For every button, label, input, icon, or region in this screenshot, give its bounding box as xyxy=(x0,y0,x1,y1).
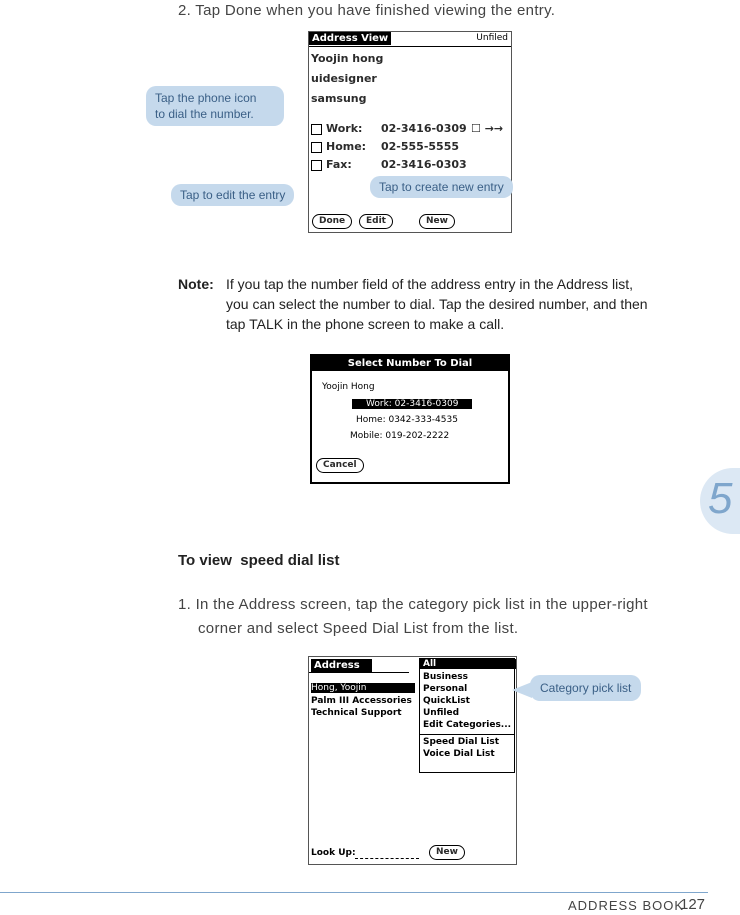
category-label[interactable]: Unfiled xyxy=(476,33,508,43)
callout-phone-line-2: to dial the number. xyxy=(155,107,254,121)
callout-phone-icon xyxy=(146,86,284,126)
dialog-contact-name: Yoojin Hong xyxy=(322,382,375,392)
fax-label: Fax: xyxy=(326,158,352,171)
dial-number-work[interactable]: Work: 02-3416-0309 xyxy=(352,399,472,409)
step-1-line-1: 1. In the Address screen, tap the category pick list in the upper-right xyxy=(178,596,648,613)
dialog-title: Select Number To Dial xyxy=(312,356,508,371)
category-option[interactable]: Edit Categories... xyxy=(423,720,512,730)
address-entry-selected[interactable]: Hong, Yoojin xyxy=(311,683,415,693)
category-option-all[interactable]: All xyxy=(420,659,517,669)
footer-page-number: 127 xyxy=(680,896,706,913)
lookup-label: Look Up: xyxy=(311,848,356,858)
dial-number-home[interactable]: Home: 0342-333-4535 xyxy=(356,415,458,425)
note-label: Note: xyxy=(178,276,214,292)
home-label: Home: xyxy=(326,140,367,153)
section-heading: To view speed dial list xyxy=(178,552,340,569)
home-row[interactable] xyxy=(311,140,460,153)
contact-company: samsung xyxy=(311,92,367,105)
phone-icon[interactable] xyxy=(311,124,322,135)
new-button[interactable]: New xyxy=(419,214,455,229)
step-1-line-2: corner and select Speed Dial List from the list. xyxy=(198,620,519,637)
category-option[interactable]: Voice Dial List xyxy=(423,749,495,759)
fax-value: 02-3416-0303 xyxy=(381,158,467,171)
new-button[interactable]: New xyxy=(429,845,465,860)
contact-name: Yoojin hong xyxy=(311,52,384,65)
callout-edit-entry: Tap to edit the entry xyxy=(171,184,294,206)
chapter-number: 5 xyxy=(708,474,733,523)
note-line-1: If you tap the number field of the address entry in the Address list, xyxy=(226,276,634,292)
work-row[interactable] xyxy=(311,122,504,135)
cancel-button[interactable]: Cancel xyxy=(316,458,364,473)
work-label: Work: xyxy=(326,122,363,135)
category-option[interactable]: Unfiled xyxy=(423,708,460,718)
address-entry[interactable]: Technical Support xyxy=(311,708,402,718)
home-value: 02-555-5555 xyxy=(381,140,460,153)
fax-row[interactable] xyxy=(311,158,467,171)
callout-arrow xyxy=(512,682,532,698)
callout-phone-line-1: Tap the phone icon xyxy=(155,91,257,105)
category-option[interactable]: Personal xyxy=(423,684,468,694)
category-option-speed-dial[interactable]: Speed Dial List xyxy=(423,737,500,747)
address-list-title: Address xyxy=(311,659,372,672)
address-view-title: Address View xyxy=(309,32,391,45)
callout-category-pick: Category pick list xyxy=(530,675,641,701)
footer-rule xyxy=(0,892,708,893)
address-list-screen xyxy=(308,656,517,865)
note-line-3: tap TALK in the phone screen to make a call. xyxy=(226,316,505,332)
lookup-field[interactable] xyxy=(355,858,419,859)
note-line-2: you can select the number to dial. Tap the desired number, and then xyxy=(226,296,648,312)
edit-button[interactable]: Edit xyxy=(359,214,393,229)
phone-icon[interactable] xyxy=(311,142,322,153)
chapter-tab xyxy=(700,468,740,534)
work-value: 02-3416-0309 xyxy=(381,122,467,135)
footer-section: ADDRESS BOOK xyxy=(568,898,685,913)
callout-new-entry: Tap to create new entry xyxy=(370,176,513,198)
category-option[interactable]: QuickList xyxy=(423,696,470,706)
done-button[interactable]: Done xyxy=(312,214,352,229)
address-view-screen xyxy=(308,31,512,233)
category-pick-list[interactable] xyxy=(419,658,515,773)
work-extra: ☐ →→ xyxy=(471,122,504,135)
dial-number-mobile[interactable]: Mobile: 019-202-2222 xyxy=(350,431,450,441)
category-option[interactable]: Business xyxy=(423,672,468,682)
select-number-dialog xyxy=(310,354,510,484)
phone-icon[interactable] xyxy=(311,160,322,171)
contact-job: uidesigner xyxy=(311,72,377,85)
step-2-text: 2. Tap Done when you have finished viewing the entry. xyxy=(178,2,556,19)
address-entry[interactable]: Palm III Accessories xyxy=(311,696,412,706)
